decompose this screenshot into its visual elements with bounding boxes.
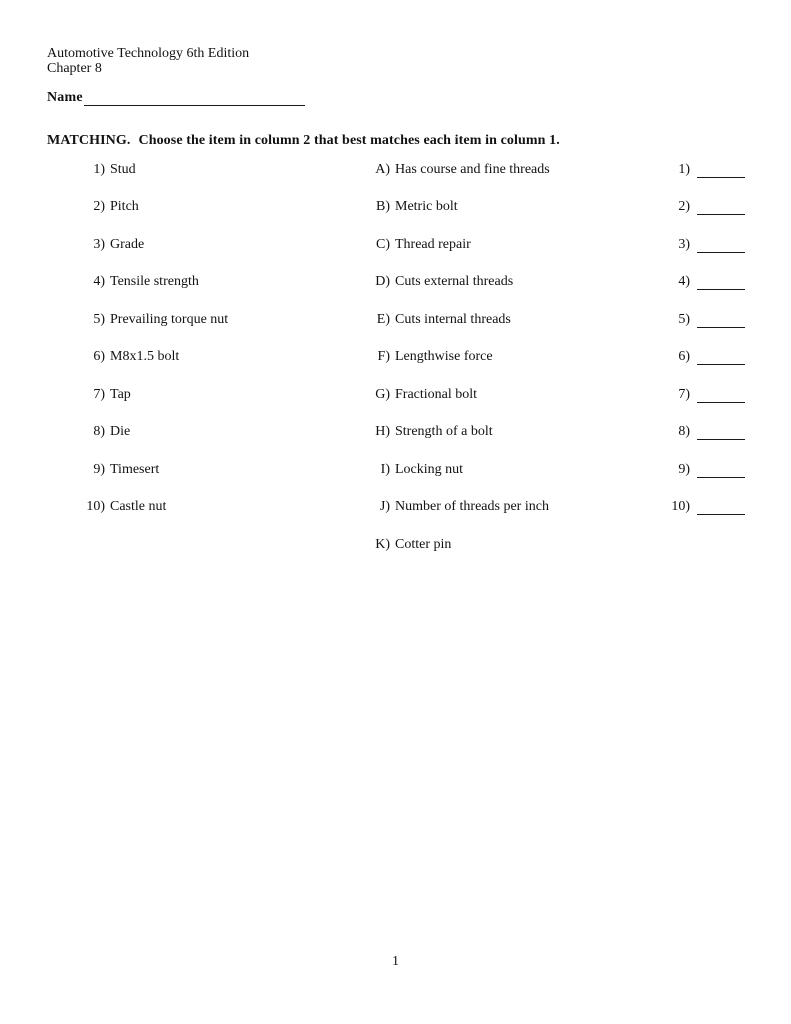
col1-item: Die [110, 424, 131, 439]
matching-instruction [47, 133, 560, 149]
col1-number: 6) [93, 349, 105, 364]
col1-item: Tensile strength [110, 274, 199, 289]
col2-item: Metric bolt [395, 199, 458, 214]
answer-number: 4) [678, 274, 690, 289]
answer-blank [697, 312, 745, 328]
col1-item: Stud [110, 162, 136, 177]
col1-number: 3) [93, 237, 105, 252]
name-blank [84, 90, 305, 106]
answer-number: 5) [678, 312, 690, 327]
match-row-8 [0, 424, 791, 444]
instruction-prefix: MATCHING. [47, 133, 131, 148]
col1-item: Prevailing torque nut [110, 312, 229, 327]
answer-number: 8) [678, 424, 690, 439]
answer-blank [697, 462, 745, 478]
answer-blank [697, 237, 745, 253]
col1-number: 2) [93, 199, 105, 214]
answer-number: 1) [678, 162, 690, 177]
col2-letter: C) [376, 237, 390, 252]
answer-blank [697, 162, 745, 178]
col2-item: Thread repair [395, 237, 471, 252]
document-header [47, 47, 249, 76]
col2-letter: H) [375, 424, 390, 439]
col2-item: Cuts external threads [395, 274, 514, 289]
col1-item: Castle nut [110, 499, 167, 514]
col2-item: Locking nut [395, 462, 464, 477]
page-number: 1 [392, 954, 399, 969]
col1-number: 9) [93, 462, 105, 477]
doc-title: Automotive Technology 6th Edition [47, 46, 250, 61]
col1-item: Tap [110, 387, 131, 402]
answer-number: 6) [678, 349, 690, 364]
col1-number: 5) [93, 312, 105, 327]
match-row-k [0, 537, 791, 557]
col1-item: Grade [110, 237, 145, 252]
col2-letter: G) [375, 387, 390, 402]
col2-letter: I) [380, 462, 390, 477]
col2-letter: F) [377, 349, 390, 364]
answer-blank [697, 499, 745, 515]
match-row-5 [0, 312, 791, 332]
col2-item: Lengthwise force [395, 349, 493, 364]
col1-number: 8) [93, 424, 105, 439]
doc-chapter: Chapter 8 [47, 60, 102, 76]
name-field [47, 90, 83, 108]
answer-blank [697, 274, 745, 290]
col1-item: Timesert [110, 462, 160, 477]
answer-blank [697, 349, 745, 365]
answer-blank [697, 387, 745, 403]
match-row-3 [0, 237, 791, 257]
col2-item: Cuts internal threads [395, 312, 511, 327]
answer-number: 3) [678, 237, 690, 252]
col2-letter: D) [375, 274, 390, 289]
answer-number: 2) [678, 199, 690, 214]
col1-item: Pitch [110, 199, 139, 214]
col2-letter: K) [375, 537, 390, 552]
answer-number: 9) [678, 462, 690, 477]
col2-letter: J) [379, 499, 390, 514]
match-row-6 [0, 349, 791, 369]
answer-number: 10) [671, 499, 690, 514]
col1-item: M8x1.5 bolt [110, 349, 180, 364]
col1-number: 7) [93, 387, 105, 402]
match-row-4 [0, 274, 791, 294]
col1-number: 4) [93, 274, 105, 289]
answer-number: 7) [678, 387, 690, 402]
match-row-9 [0, 462, 791, 482]
col2-letter: B) [376, 199, 390, 214]
answer-blank [697, 199, 745, 215]
col2-letter: A) [375, 162, 390, 177]
col2-item: Has course and fine threads [395, 162, 550, 177]
instruction-text: Choose the item in column 2 that best matches each item in column 1. [138, 133, 560, 148]
match-row-1 [0, 162, 791, 182]
match-row-10 [0, 499, 791, 519]
name-label: Name [47, 90, 83, 105]
col2-item: Number of threads per inch [395, 499, 549, 514]
col2-item: Cotter pin [395, 537, 452, 552]
answer-blank [697, 424, 745, 440]
col1-number: 10) [86, 499, 105, 514]
match-row-2 [0, 199, 791, 219]
col1-number: 1) [93, 162, 105, 177]
col2-letter: E) [376, 312, 390, 327]
col2-item: Strength of a bolt [395, 424, 493, 439]
col2-item: Fractional bolt [395, 387, 478, 402]
match-row-7 [0, 387, 791, 407]
